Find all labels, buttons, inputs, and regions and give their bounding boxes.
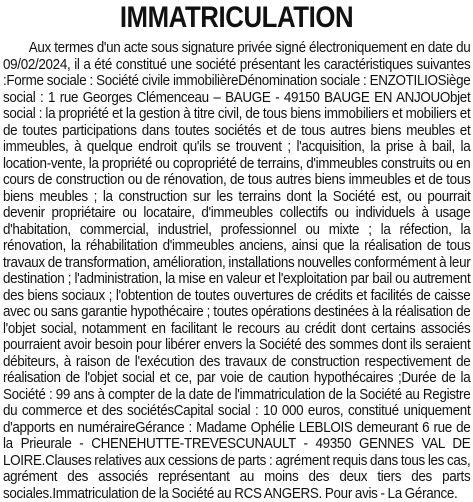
notice-body: Aux termes d'un acte sous signature privée signé électroniquement en date du 09/02/2024, il a été constitué une société présentant les caractéristiques suivantes :Forme sociale : Société civile immobilièreDénomination sociale : ENZOTILIOSiège social : 1 rue Georges Clémenceau – BAUGE - 49150 BAUGE EN ANJOUObjet social : la propriété et la gestion à titre civil, de tous biens immobiliers et mobiliers et de toutes participations dans toutes sociétés et de tous autres biens meubles et immeubles, à quelque endroit qu'ils se trouvent ; l'acquisition, la prise à bail, la location-vente, la propriété ou copropriété de terrains, d'immeubles construits ou en cours de construction ou de rénovation, de tous autres biens immeubles et de tous biens meubles ; la construction sur les terrains dont la Société est, ou pourrait devenir propriétaire ou locataire, d'immeubles collectifs ou individuels à usage d'habitation, commercial, industriel, professionnel ou mixte ; la réfection, la rénovation, la réhabilitation d'immeubles anciens, ainsi que la réalisation de tous travaux de transformation, amélioration, installations nouvelles conformément à leur destination ; l'administration, la mise en valeur et l'exploitation par bail ou autrement des biens sociaux ; l'obtention de toutes ouvertures de crédits et facilités de caisse avec ou sans garantie hypothécaire ; toutes opérations destinées à la réalisation de l'objet social, notamment en facilitant le recours au crédit dont certains associés pourraient avoir besoin pour libérer envers la Société des sommes dont ils seraient débiteurs, à raison de l'exécution des travaux de construction respectivement de réalisation de l'objet social et ce, par voie de caution hypothécaires ;Durée de la Société : 99 ans à compter de la date de l'immatriculation de la Société au Registre du commerce et des sociétésCapital social : 10 000 euros, constitué uniquement d'apports en numéraireGérance : Madame Ophélie LEBLOIS demeurant 6 rue de la Prieurale - CHENEHUTTE-TREVESCUNAULT - 49350 GENNES VAL DE LOIRE.Clauses relatives aux cessions de parts : agrément requis dans tous les cas, agrément des associés représentant au moins des deux tiers des parts sociales.Immatriculation de la Société au RCS ANGERS. Pour avis - La Gérance. bbox=[3, 40, 471, 502]
notice-title: IMMATRICULATION bbox=[119, 1, 354, 34]
